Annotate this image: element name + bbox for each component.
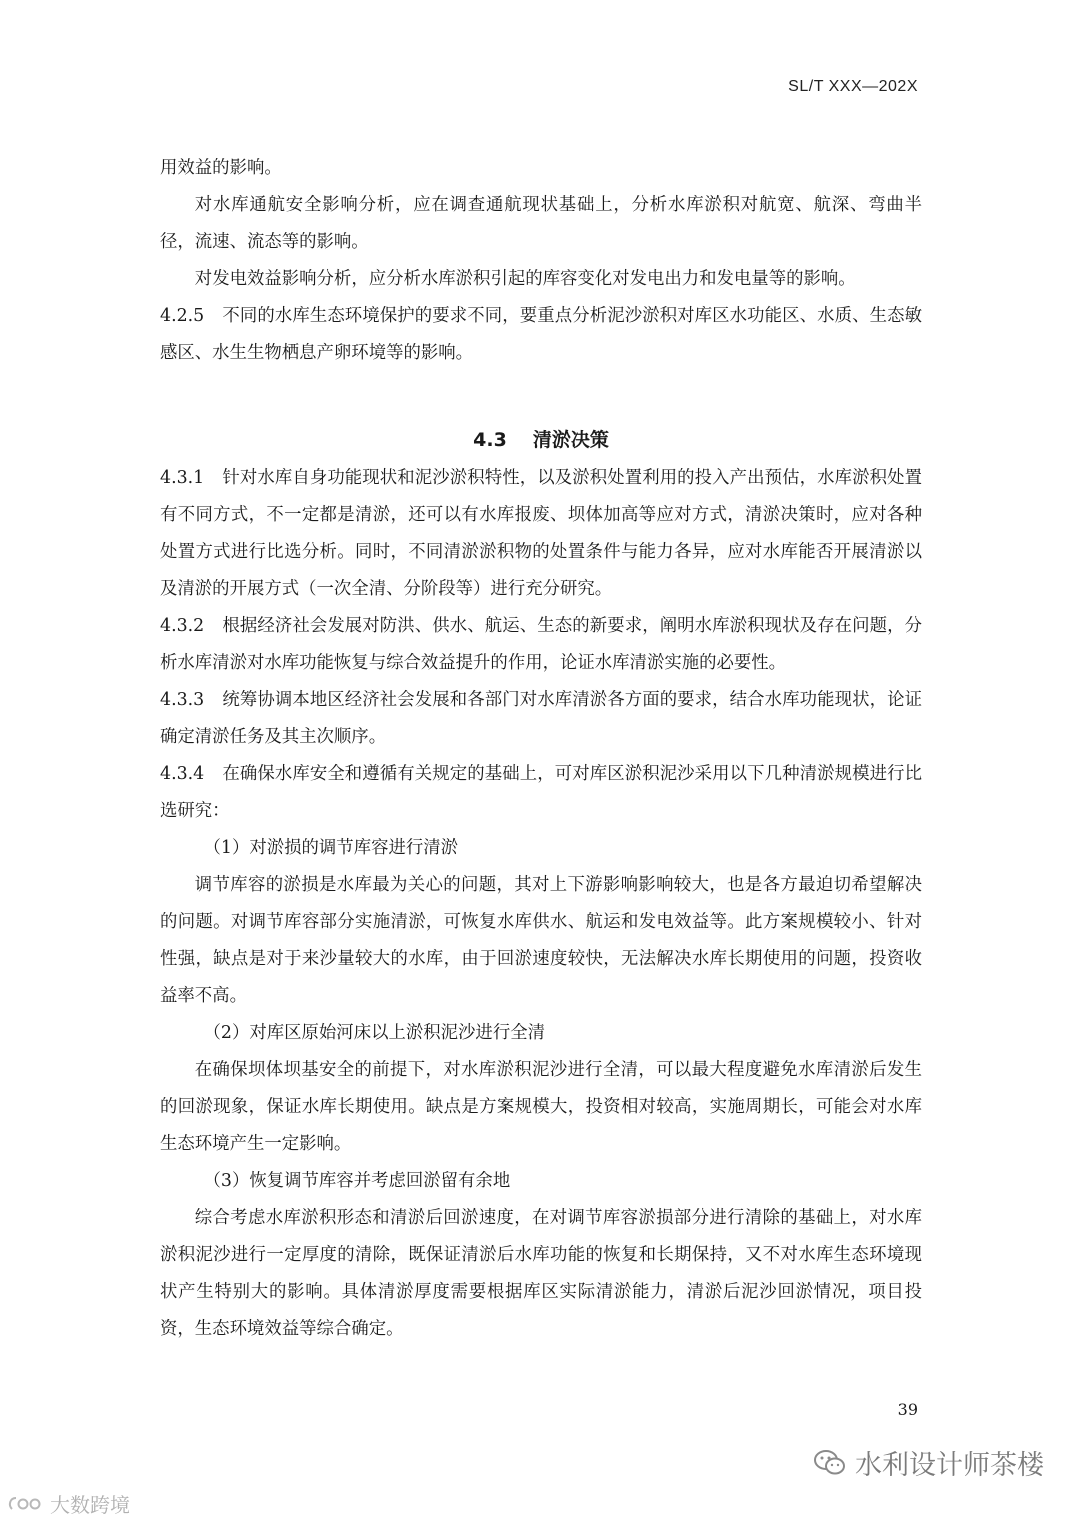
option-3-body: 综合考虑水库淤积形态和清淤后回淤速度，在对调节库容淤损部分进行清除的基础上，对水库淤积泥沙进行一定厚度的清除，既保证清淤后水库功能的恢复和长期保持，又不对水库生态环境现状产生特别大的影响。具体清淤厚度需要根据库区实际清淤能力，清淤后泥沙回淤情况，项目投资，生态环境效益等综合确定。 [160, 1208, 922, 1339]
option-3-title: （3）恢复调节库容并考虑回淤留有余地 [203, 1171, 511, 1191]
clause-text: 在确保水库安全和遵循有关规定的基础上，可对库区淤积泥沙采用以下几种清淤规模进行比选研究： [160, 764, 922, 821]
clause-number: 4.3.1 [160, 468, 205, 488]
paragraph: 对发电效益影响分析，应分析水库淤积引起的库容变化对发电出力和发电量等的影响。 [194, 269, 856, 289]
paragraph: 对水库通航安全影响分析，应在调查通航现状基础上，分析水库淤积对航宽、航深、弯曲半径，流速、流态等的影响。 [160, 195, 922, 252]
watermark-wechat [813, 1443, 1044, 1482]
clause-4-3-4 [160, 756, 922, 830]
section-number: 4.3 [473, 429, 507, 451]
page-header-code: SL/T XXX—202X [788, 78, 918, 95]
clause-number: 4.3.2 [160, 616, 205, 636]
clause-text: 不同的水库生态环境保护的要求不同，要重点分析泥沙淤积对库区水功能区、水质、生态敏感区、水生生物栖息产卵环境等的影响。 [160, 306, 922, 363]
clause-number: 4.3.4 [160, 764, 205, 784]
option-2-title: （2）对库区原始河床以上淤积泥沙进行全清 [203, 1023, 545, 1043]
document-body [160, 150, 922, 1348]
clause-4-3-2 [160, 608, 922, 682]
clause-text: 根据经济社会发展对防洪、供水、航运、生态的新要求，阐明水库淤积现状及存在问题，分析水库清淤对水库功能恢复与综合效益提升的作用，论证水库清淤实施的必要性。 [160, 616, 922, 673]
option-1-body: 调节库容的淤损是水库最为关心的问题，其对上下游影响影响较大，也是各方最迫切希望解决的问题。对调节库容部分实施清淤，可恢复水库供水、航运和发电效益等。此方案规模较小、针对性强，缺点是对于来沙量较大的水库，由于回淤速度较快，无法解决水库长期使用的问题，投资收益率不高。 [160, 875, 922, 1006]
section-heading: 清淤决策 [532, 429, 609, 451]
option-2-body: 在确保坝体坝基安全的前提下，对水库淤积泥沙进行全清，可以最大程度避免水库清淤后发生的回淤现象，保证水库长期使用。缺点是方案规模大，投资相对较高，实施周期长，可能会对水库生态环境产生一定影响。 [160, 1060, 922, 1154]
clause-4-2-5 [160, 298, 922, 372]
watermark-text: 水利设计师茶楼 [855, 1450, 1044, 1481]
option-1-title: （1）对淤损的调节库容进行清淤 [203, 838, 459, 858]
watermark-brand [6, 1489, 130, 1518]
page-number: 39 [897, 1400, 918, 1419]
clause-4-3-1 [160, 460, 922, 608]
wechat-icon [813, 1448, 847, 1478]
clause-number: 4.2.5 [160, 306, 205, 326]
clause-text: 针对水库自身功能现状和泥沙淤积特性，以及淤积处置利用的投入产出预估，水库淤积处置有不同方式，不一定都是清淤，还可以有水库报废、坝体加高等应对方式，清淤决策时，应对各种处置方式进行比选分析。同时，不同清淤淤积物的处置条件与能力各异，应对水库能否开展清淤以及清淤的开展方式（一次全清、分阶段等）进行充分研究。 [160, 468, 922, 599]
watermark-text: 大数跨境 [50, 1493, 130, 1517]
paragraph: 用效益的影响。 [160, 158, 282, 178]
brand-logo-icon [6, 1493, 46, 1515]
clause-number: 4.3.3 [160, 690, 205, 710]
section-title [160, 420, 922, 460]
clause-text: 统筹协调本地区经济社会发展和各部门对水库清淤各方面的要求，结合水库功能现状，论证确定清淤任务及其主次顺序。 [160, 690, 922, 747]
clause-4-3-3 [160, 682, 922, 756]
